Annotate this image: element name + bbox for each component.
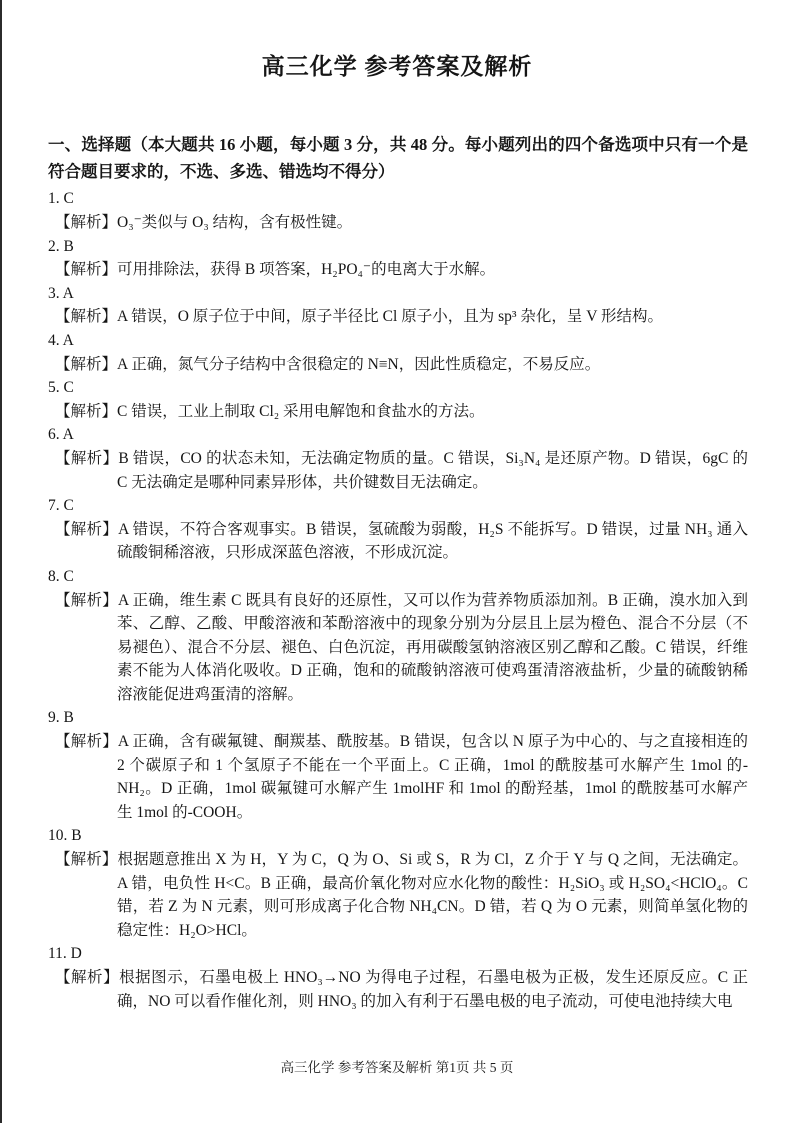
answer-number: 11. D [48,945,82,963]
analysis-label: 【解析】 [55,214,118,231]
answer-number: 4. A [48,331,74,349]
answer-number: 9. B [48,709,74,727]
analysis-text [55,447,748,494]
scan-edge-line [0,0,2,1123]
answer-number: 3. A [48,284,74,302]
analysis-text [55,400,748,424]
analysis-body: A 错误，不符合客观事实。B 错误，氢硫酸为弱酸，H₂S 不能拆写。D 错误，过量 NH₃ 通入硫酸铜稀溶液，只形成深蓝色溶液，不形成沉淀。 [117,520,748,562]
analysis-label: 【解析】 [55,308,118,326]
analysis-text [55,966,748,1013]
analysis-text [55,353,748,377]
answer-item [48,565,748,707]
answer-item [48,329,748,376]
answer-number: 2. B [48,237,74,255]
answer-number: 7. C [48,497,74,515]
analysis-body: O₃⁻类似与 O₃ 结构，含有极性键。 [117,214,353,231]
analysis-label: 【解析】 [55,969,120,986]
analysis-body: A 正确，氮气分子结构中含很稳定的 N≡N，因此性质稳定，不易反应。 [117,355,601,373]
analysis-text [55,518,748,565]
section-heading: 一、选择题（本大题共 16 小题，每小题 3 分，共 48 分。每小题列出的四个备选项中只有一个是符合题目要求的，不选、多选、错选均不得分） [48,135,748,182]
analysis-body: 根据图示，石墨电极上 HNO₃→NO 为得电子过程，石墨电极为正极，发生还原反应。C 正确，NO 可以看作催化剂，则 HNO₃ 的加入有利于石墨电极的电子流动，可使电池持续大电 [117,969,748,1010]
analysis-label: 【解析】 [55,851,118,869]
answer-item [48,942,748,1013]
answer-number: 8. C [48,567,74,585]
analysis-body: A 错误，O 原子位于中间，原子半径比 Cl 原子小，且为 sp³ 杂化，呈 V 形结构。 [117,308,664,326]
analysis-label: 【解析】 [55,355,118,373]
analysis-text [55,211,748,235]
answer-item [48,494,748,565]
answer-item [48,706,748,824]
analysis-label: 【解析】 [55,402,118,420]
analysis-text [55,258,748,282]
analysis-body: 根据题意推出 X 为 H，Y 为 C，Q 为 O、Si 或 S，R 为 Cl，Z 介于 Y 与 Q 之间，无法确定。A 错，电负性 H<C。B 正确，最高价氧化物对应水化物的酸性：H₂SiO₃ 或 H₂SO₄<HClO₄。C 错，若 Z 为 N 元素，则可形成离子化合物 NH₄CN。D 错，若 Q 为 O 元素，则简单氢化物的稳定性：H₂O>HCl。 [117,851,748,939]
answers-list [48,187,748,1013]
answer-item [48,235,748,282]
answer-item [48,187,748,234]
analysis-text [55,730,748,824]
analysis-text [55,305,748,329]
analysis-body: C 错误，工业上制取 Cl₂ 采用电解饱和食盐水的方法。 [117,402,485,420]
analysis-text [55,589,748,707]
analysis-label: 【解析】 [55,520,119,538]
answer-item [48,824,748,942]
analysis-body: A 正确，维生素 C 既具有良好的还原性，又可以作为营养物质添加剂。B 正确，溴水加入到苯、乙醇、乙酸、甲酸溶液和苯酚溶液中的现象分别为分层且上层为橙色、混合不分层（不易褪色）、混合不分层、褪色、白色沉淀，再用碳酸氢钠溶液区别乙醇和乙酸。C 错误，纤维素不能为人体消化吸收。D 正确，饱和的硫酸钠溶液可使鸡蛋清溶液盐析，少量的硫酸钠稀溶液能促进鸡蛋清的溶解。 [117,591,748,703]
page-content [48,131,748,1013]
analysis-body: B 错误，CO 的状态未知，无法确定物质的量。C 错误，Si₃N₄ 是还原产物。D 错误，6gC 的 C 无法确定是哪种同素异形体，共价键数目无法确定。 [117,449,748,491]
answer-item [48,423,748,494]
analysis-label: 【解析】 [55,261,118,279]
answer-number: 5. C [48,379,74,397]
analysis-body: 可用排除法，获得 B 项答案，H₂PO₄⁻的电离大于水解。 [117,261,496,279]
analysis-body: A 正确，含有碳氟键、酮羰基、酰胺基。B 错误，包含以 N 原子为中心的、与之直接相连的 2 个碳原子和 1 个氢原子不能在一个平面上。C 正确，1mol 的酰胺基可水解产生 1mol 的-NH₂。D 正确，1mol 碳氟键可水解产生 1molHF 和 1mol 的酚羟基，1mol 的酰胺基可水解产生 1mol 的-COOH。 [117,733,748,821]
analysis-text [55,848,748,942]
answer-number: 1. C [48,190,74,208]
page-title: 高三化学 参考答案及解析 [261,54,533,79]
analysis-label: 【解析】 [55,733,118,751]
analysis-label: 【解析】 [55,591,118,609]
analysis-label: 【解析】 [55,449,119,467]
page-footer: 高三化学 参考答案及解析 第1页 共 5 页 [280,1060,514,1075]
answer-number: 6. A [48,426,74,444]
answer-item [48,376,748,423]
answer-number: 10. B [48,827,82,845]
answer-item [48,282,748,329]
